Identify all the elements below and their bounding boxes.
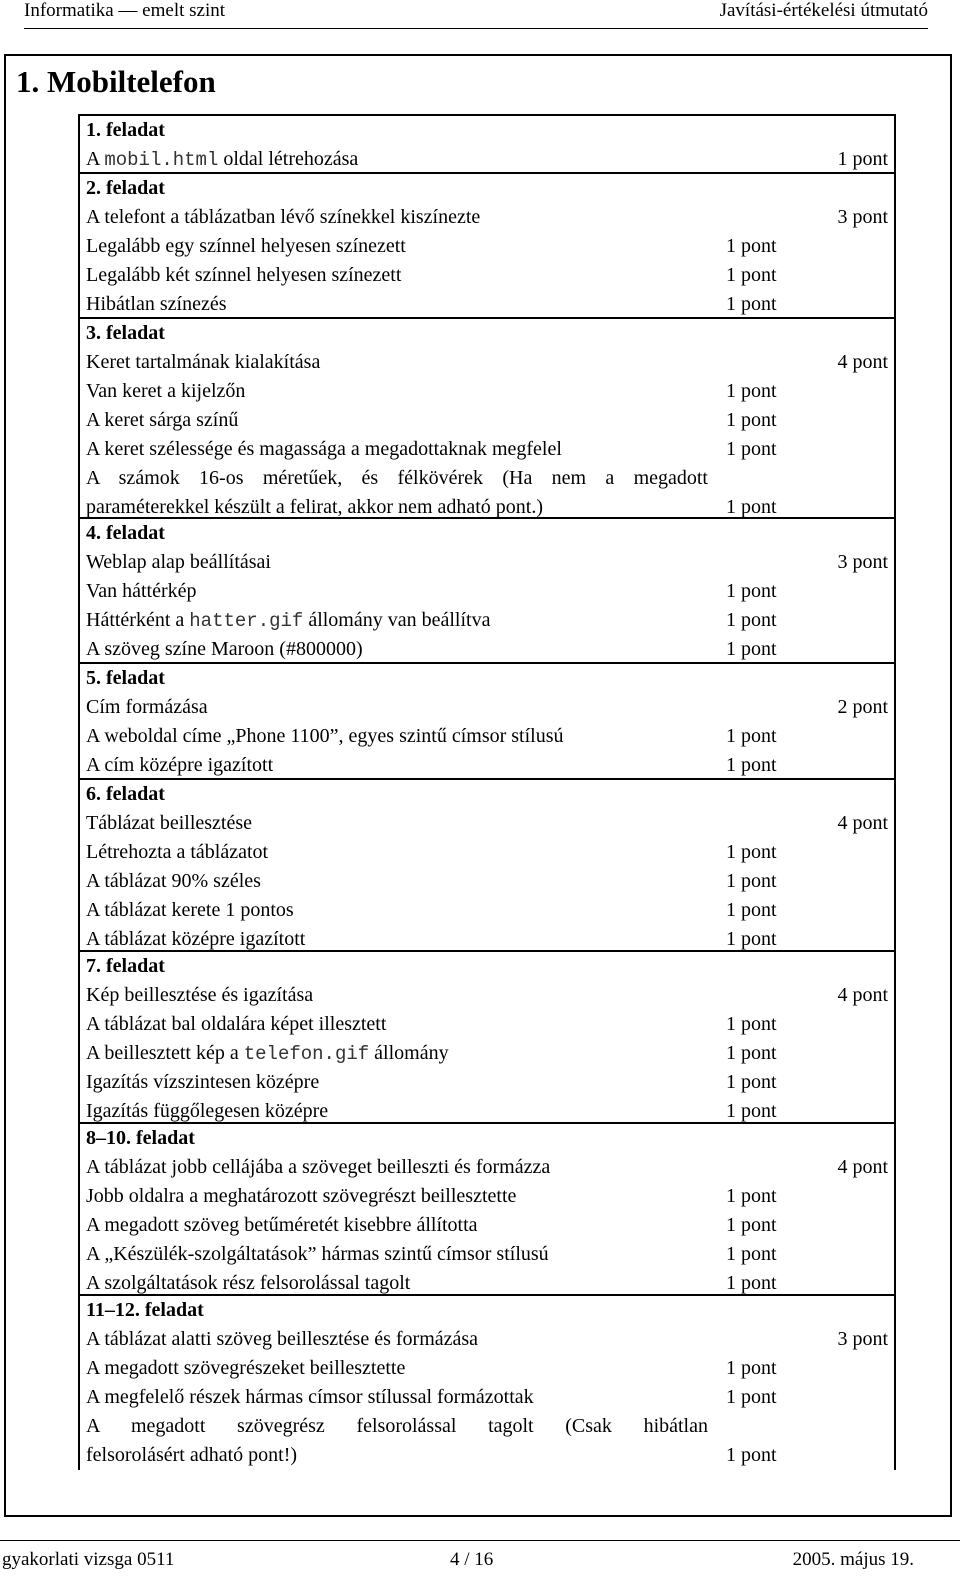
task-4	[78, 517, 896, 664]
task-11-12	[78, 1294, 896, 1470]
task-label: 3. feladat	[86, 322, 165, 344]
task-label: 7. feladat	[86, 955, 165, 977]
task-label: 6. feladat	[86, 783, 165, 805]
task-total-points: 3 pont	[837, 551, 888, 573]
criterion-row: Létrehozta a táblázatot 1 pont	[86, 841, 777, 863]
criterion-row: Jobb oldalra a meghatározott szövegrészt beillesztette 1 pont	[86, 1185, 777, 1207]
page-footer	[0, 1540, 960, 1581]
task-description: Táblázat beillesztése	[86, 812, 253, 834]
criterion-row: A beillesztett kép a telefon.gif állomány 1 pont	[86, 1042, 777, 1065]
task-description: Keret tartalmának kialakítása	[86, 351, 321, 373]
criterion-row: A weboldal címe „Phone 1100”, egyes szintű címsor stílusú 1 pont	[86, 725, 777, 747]
criterion-row: Hibátlan színezés 1 pont	[86, 293, 777, 315]
criterion-row: A táblázat középre igazított 1 pont	[86, 928, 777, 950]
task-total-points: 3 pont	[837, 1328, 888, 1350]
task-label: 4. feladat	[86, 522, 165, 544]
criterion-row: A keret szélessége és magassága a megadottaknak megfelel 1 pont	[86, 438, 777, 460]
criterion-row: Igazítás függőlegesen középre 1 pont	[86, 1100, 777, 1122]
filename: mobil.html	[104, 149, 219, 171]
criterion-row: Háttérként a hatter.gif állomány van beállítva 1 pont	[86, 609, 777, 632]
criterion-row: Legalább egy színnel helyesen színezett 1 pont	[86, 235, 777, 257]
task-total-points: 4 pont	[837, 1156, 888, 1178]
filename: telefon.gif	[243, 1043, 370, 1065]
task-2	[78, 172, 896, 319]
criterion-row: A megadott szövegrészeket beillesztette 1 pont	[86, 1357, 777, 1379]
task-total-points: 4 pont	[837, 351, 888, 373]
task-7	[78, 950, 896, 1126]
criterion-row: A számok 16-os méretűek, és félkövérek (Ha nem a megadott	[86, 467, 708, 489]
task-3	[78, 317, 896, 522]
task-label: 2. feladat	[86, 177, 165, 199]
task-total-points: 1 pont	[837, 148, 888, 170]
footer-exam-name: gyakorlati vizsga 0511	[2, 1549, 175, 1570]
task-total-points: 3 pont	[837, 206, 888, 228]
criterion-row: A táblázat bal oldalára képet illesztett 1 pont	[86, 1013, 777, 1035]
header-right-text: Javítási-értékelési útmutató	[719, 0, 928, 21]
criterion-row: A megadott szövegrész felsorolással tagolt (Csak hibátlan	[86, 1415, 708, 1437]
task-description: A táblázat jobb cellájába a szöveget beilleszti és formázza	[86, 1156, 551, 1178]
criterion-row: paraméterekkel készült a felirat, akkor nem adható pont.) 1 pont	[86, 496, 777, 518]
content-frame	[4, 54, 952, 1517]
task-label: 5. feladat	[86, 667, 165, 689]
criterion-row: A megadott szöveg betűméretét kisebbre állította 1 pont	[86, 1214, 777, 1236]
task-8-10	[78, 1122, 896, 1298]
criterion-row: A táblázat kerete 1 pontos 1 pont	[86, 899, 777, 921]
footer-date: 2005. május 19.	[792, 1549, 914, 1570]
criterion-row: Van háttérkép 1 pont	[86, 580, 777, 602]
section-title: 1. Mobiltelefon	[16, 64, 216, 99]
criterion-row: A táblázat 90% széles 1 pont	[86, 870, 777, 892]
criterion-row: Legalább két színnel helyesen színezett 1 pont	[86, 264, 777, 286]
criterion-row: A szöveg színe Maroon (#800000) 1 pont	[86, 638, 777, 660]
footer-page-number: 4 / 16	[450, 1549, 494, 1570]
task-description: Kép beillesztése és igazítása	[86, 984, 314, 1006]
task-label: 1. feladat	[86, 119, 165, 141]
task-description: A táblázat alatti szöveg beillesztése és formázása	[86, 1328, 479, 1350]
task-5	[78, 662, 896, 780]
task-label: 8–10. feladat	[86, 1127, 195, 1149]
task-6	[78, 778, 896, 954]
task-total-points: 4 pont	[837, 812, 888, 834]
task-description: Weblap alap beállításai	[86, 551, 271, 573]
task-total-points: 4 pont	[837, 984, 888, 1006]
criterion-row: A megfelelő részek hármas címsor stílussal formázottak 1 pont	[86, 1386, 777, 1408]
task-1	[78, 114, 896, 174]
criterion-row: Van keret a kijelzőn 1 pont	[86, 380, 777, 402]
filename: hatter.gif	[189, 610, 304, 632]
header-left-text: Informatika — emelt szint	[24, 0, 226, 21]
criterion-row: Igazítás vízszintesen középre 1 pont	[86, 1071, 777, 1093]
criterion-row: felsorolásért adható pont!) 1 pont	[86, 1444, 777, 1466]
criterion-row: A szolgáltatások rész felsorolással tagolt 1 pont	[86, 1272, 777, 1294]
task-description: Cím formázása	[86, 696, 208, 718]
criterion-row: A „Készülék-szolgáltatások” hármas szintű címsor stílusú 1 pont	[86, 1243, 777, 1265]
task-total-points: 2 pont	[837, 696, 888, 718]
criterion-row: A cím középre igazított 1 pont	[86, 754, 777, 776]
task-description: A telefont a táblázatban lévő színekkel kiszínezte	[86, 206, 481, 228]
task-label: 11–12. feladat	[86, 1299, 204, 1321]
criterion-row: A keret sárga színű 1 pont	[86, 409, 777, 431]
page-header	[24, 0, 928, 29]
task-description: A mobil.html oldal létrehozása	[86, 148, 359, 171]
